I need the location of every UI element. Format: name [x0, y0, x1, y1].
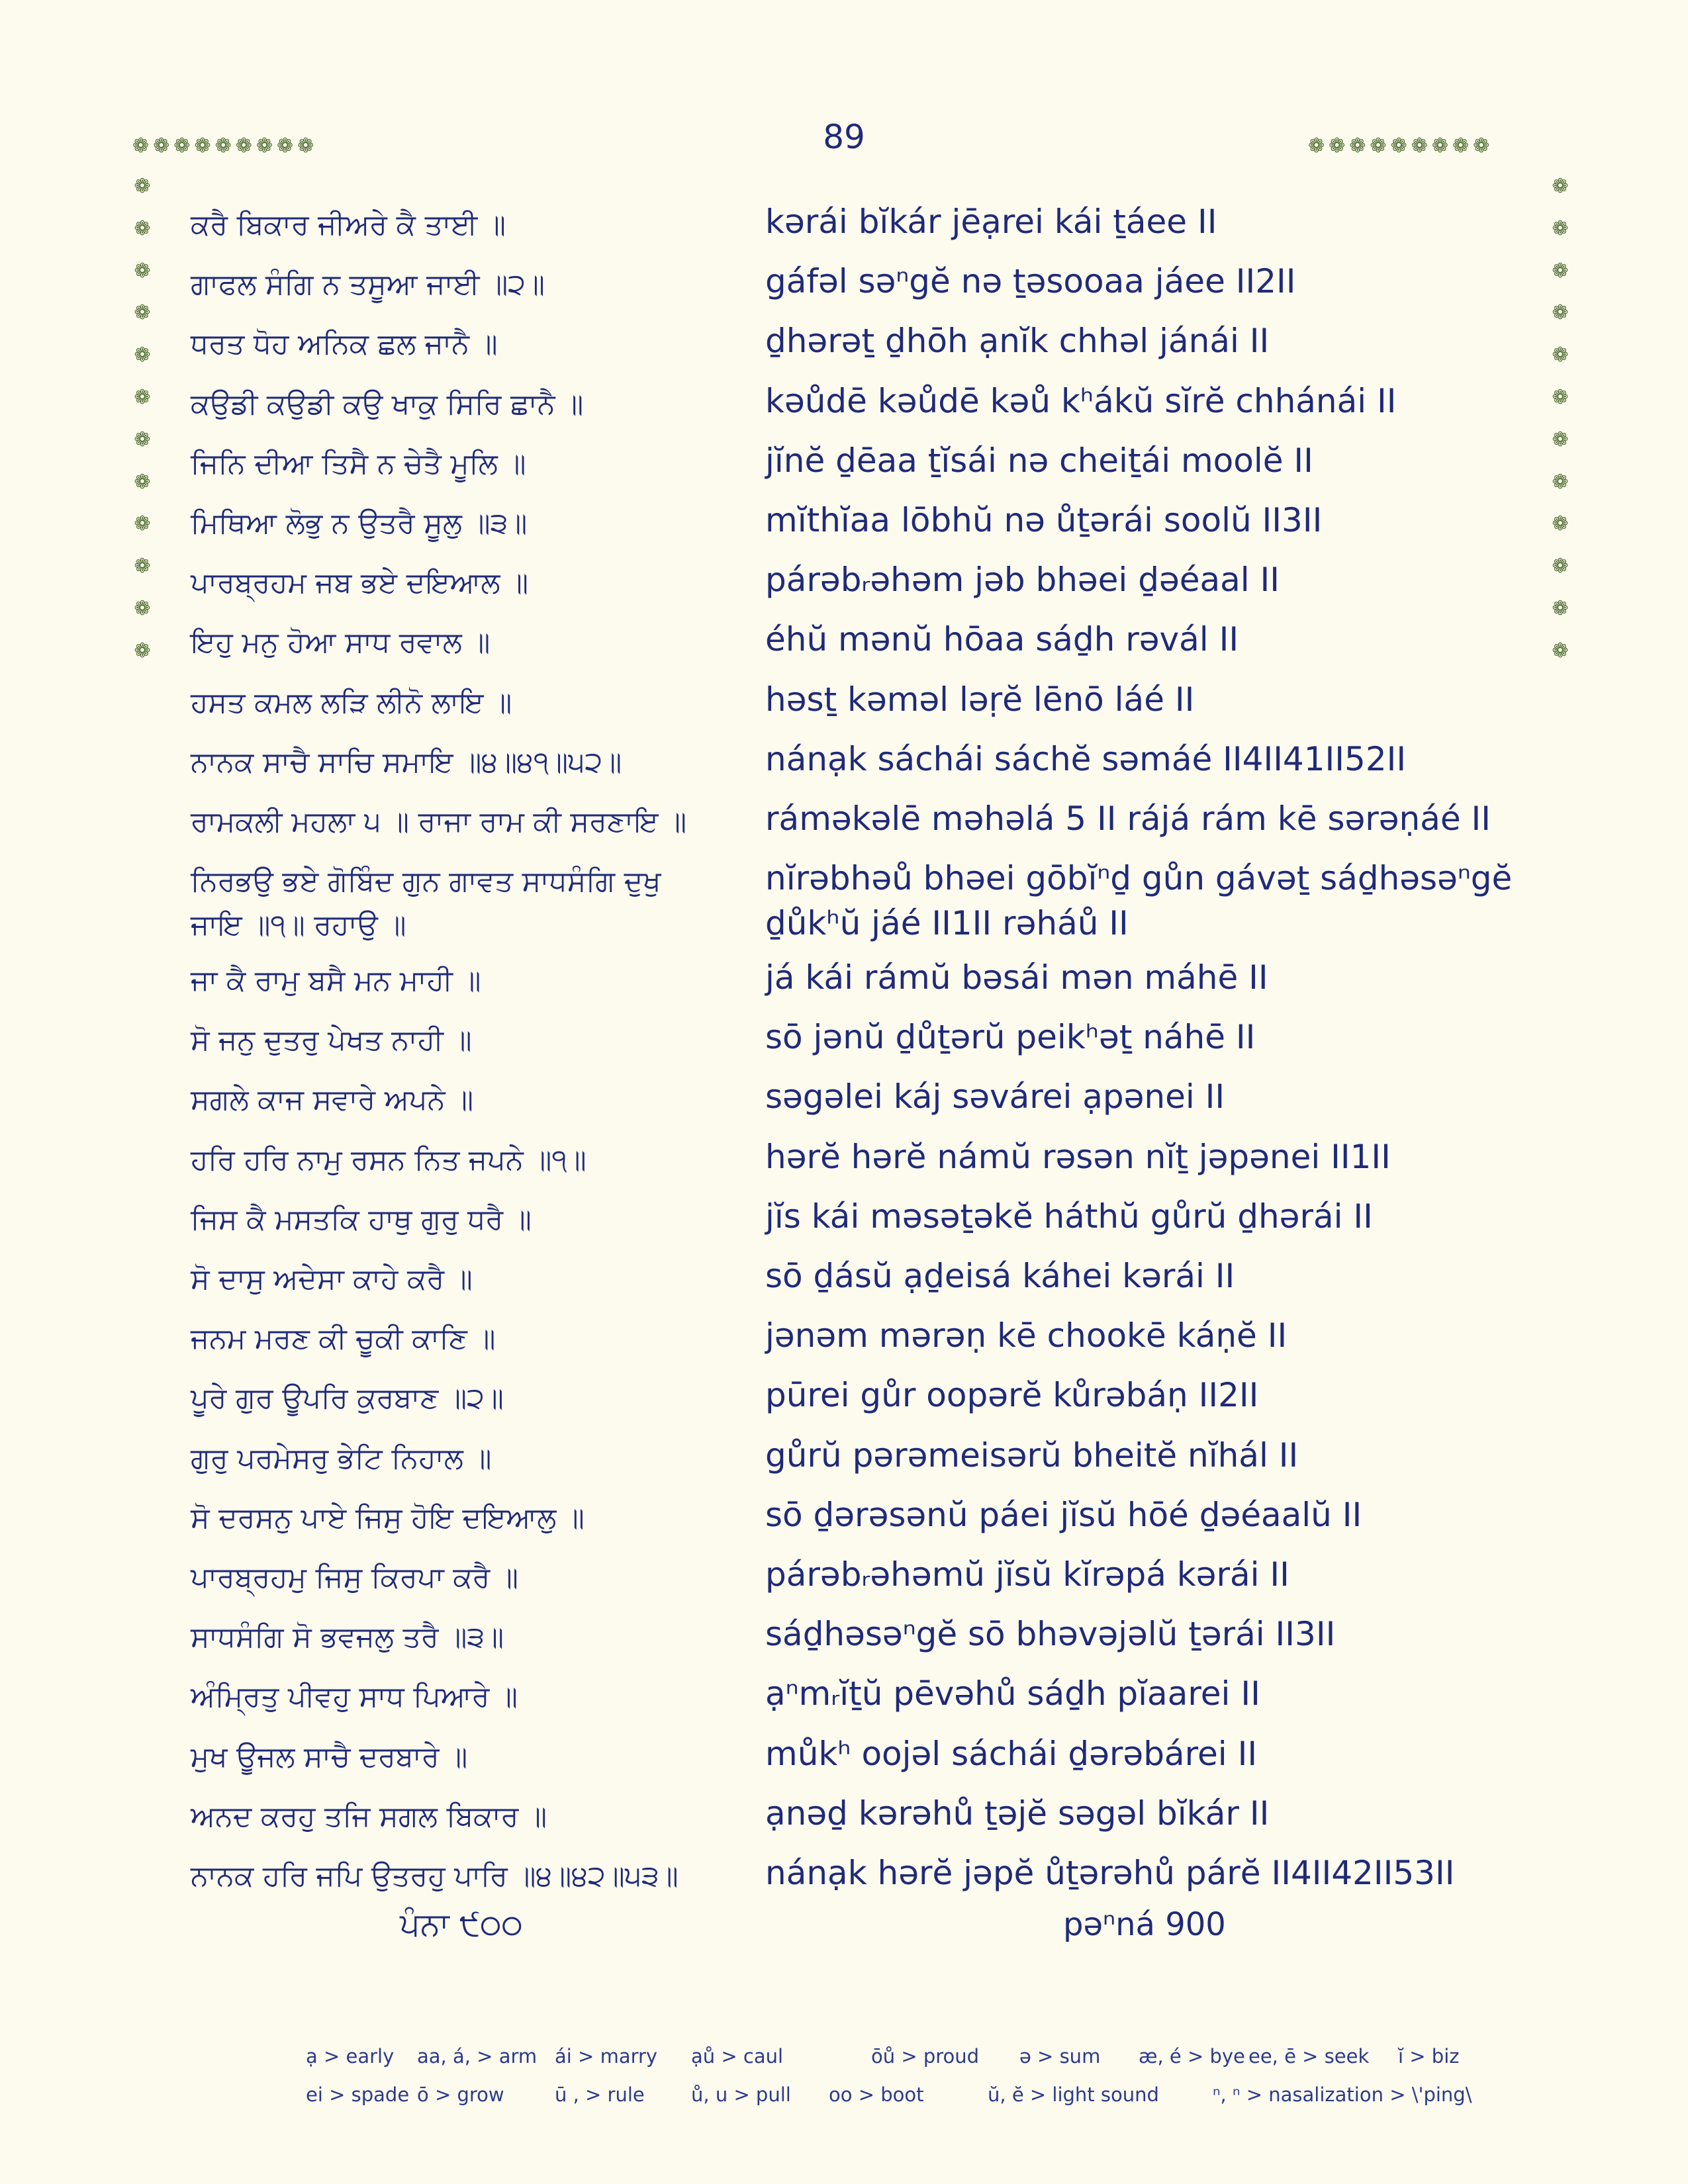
page-label-gurmukhi: ਪੰਨਾ ੯੦੦ — [400, 1906, 523, 1943]
verse-line — [191, 258, 1515, 318]
verse-line — [191, 1850, 1515, 1909]
gurmukhi-text: ਰਾਮਕਲੀ ਮਹਲਾ ੫ ॥ ਰਾਜਾ ਰਾਮ ਕੀ ਸਰਣਾਇ ॥ — [191, 805, 687, 839]
gurmukhi-text: ਜਨਮ ਮਰਣ ਕੀ ਚੂਕੀ ਕਾਣਿ ॥ — [191, 1322, 496, 1356]
transliteration-text: ạnəḏ kərəhů ṯəjĕ səgəl bĭkár II — [765, 1794, 1270, 1833]
flower-ornament-icon: ❁ — [134, 555, 151, 578]
legend-item: ŭ, ĕ > light sound — [988, 2083, 1159, 2106]
flower-ornament-icon: ❁ — [194, 134, 215, 158]
gurmukhi-text: ਹਰਿ ਹਰਿ ਨਾਮੁ ਰਸਨ ਨਿਤ ਜਪਨੇ ॥੧॥ — [191, 1143, 586, 1177]
flower-ornament-icon: ❁ — [173, 134, 195, 158]
verse-line — [191, 1492, 1515, 1551]
flower-ornament-icon: ❁ — [1552, 175, 1569, 198]
verse-line — [191, 1253, 1515, 1312]
verse-line — [191, 437, 1515, 497]
flower-ornament-icon: ❁ — [1411, 134, 1432, 158]
verse-line — [191, 736, 1515, 796]
verse-line — [191, 1611, 1515, 1670]
gurmukhi-text: ਅਨਦ ਕਰਹੁ ਤਜਿ ਸਗਲ ਬਿਕਾਰ ॥ — [191, 1799, 547, 1833]
verse-line — [191, 1731, 1515, 1790]
flower-ornament-icon: ❁ — [1552, 301, 1569, 325]
gurmukhi-text-continued: ਜਾਇ ॥੧॥ ਰਹਾਉ ॥ — [191, 909, 406, 942]
flower-ornament-icon: ❁ — [1552, 596, 1569, 620]
transliteration-text: nánạk sáchái sáchĕ səmáé II4II41II52II — [765, 739, 1407, 778]
transliteration-text: sō ḏərəsənŭ páei jĭsŭ hōé ḏəéaalŭ II — [765, 1495, 1362, 1534]
gurmukhi-text: ਸੋ ਦਾਸੁ ਅਦੇਸਾ ਕਾਹੇ ਕਰੈ ॥ — [191, 1263, 473, 1296]
flower-ornament-icon: ❁ — [153, 134, 174, 158]
flower-ornament-icon: ❁ — [134, 385, 151, 409]
verse-line — [191, 1432, 1515, 1492]
flower-ornament-icon: ❁ — [256, 134, 277, 158]
legend-item: aa, á, > arm — [417, 2045, 538, 2068]
flower-ornament-icon: ❁ — [1552, 639, 1569, 662]
transliteration-text: párəbᵣəhəm jəb bhəei ḏəéaal II — [765, 561, 1280, 600]
verse-line — [191, 1073, 1515, 1133]
verse-line — [191, 1134, 1515, 1193]
flower-ornament-icon: ❁ — [214, 134, 236, 158]
transliteration-text: sō jənŭ ḏůṯərŭ peikʰəṯ náhē II — [765, 1018, 1256, 1057]
flower-ornament-icon: ❁ — [1308, 134, 1329, 158]
gurmukhi-text: ਸੋ ਦਰਸਨੁ ਪਾਏ ਜਿਸੁ ਹੋਇ ਦਇਆਲੁ ॥ — [191, 1501, 585, 1535]
verse-line — [191, 855, 1515, 954]
gurmukhi-text: ਮੁਖ ਊਜਲ ਸਾਚੈ ਦਰਬਾਰੇ ॥ — [191, 1740, 468, 1774]
flower-ornament-icon: ❁ — [134, 512, 151, 536]
gurmukhi-text: ਪਾਰਬ੍ਰਹਮੁ ਜਿਸੁ ਕਿਰਪਾ ਕਰੈ ॥ — [191, 1561, 518, 1594]
flower-ornament-icon: ❁ — [132, 134, 154, 158]
gurmukhi-text: ਨਿਰਭਉ ਭਏ ਗੋਬਿੰਦ ਗੁਨ ਗਾਵਤ ਸਾਧਸੰਗਿ ਦੁਖੁ — [191, 865, 661, 899]
flower-ornament-icon: ❁ — [134, 343, 151, 367]
flower-ornament-icon: ❁ — [1431, 134, 1452, 158]
flower-ornament-icon: ❁ — [134, 175, 151, 198]
flower-ornament-icon: ❁ — [1473, 134, 1494, 158]
flower-ornament-icon: ❁ — [134, 428, 151, 451]
flower-ornament-icon: ❁ — [1552, 512, 1569, 536]
transliteration-text: já kái rámŭ bəsái mən máhē II — [765, 958, 1268, 997]
verse-line — [191, 616, 1515, 676]
verse-line — [191, 1670, 1515, 1730]
gurmukhi-text: ਧਰਤ ਧੋਹ ਅਨਿਕ ਛਲ ਜਾਨੈ ॥ — [191, 328, 498, 361]
ornament-right-column — [1550, 165, 1570, 672]
flower-ornament-icon: ❁ — [1552, 470, 1569, 494]
verse-line — [191, 497, 1515, 557]
verse-line — [191, 378, 1515, 437]
ornament-top-right — [1308, 136, 1493, 156]
legend-item: æ, é > bye — [1139, 2045, 1245, 2068]
transliteration-text: jənəm mərəṇ kē chookē káṇĕ II — [765, 1316, 1288, 1355]
flower-ornament-icon: ❁ — [1390, 134, 1411, 158]
flower-ornament-icon: ❁ — [1552, 216, 1569, 240]
legend-item: ū , > rule — [555, 2083, 645, 2106]
verse-line — [191, 1551, 1515, 1611]
flower-ornament-icon: ❁ — [1370, 134, 1391, 158]
flower-ornament-icon: ❁ — [134, 259, 151, 283]
transliteration-text: kəůdē kəůdē kəů kʰákŭ sĭrĕ chhánái II — [765, 381, 1397, 420]
verse-line — [191, 557, 1515, 616]
legend-item: ō > grow — [417, 2083, 504, 2106]
transliteration-text: éhŭ mənŭ hōaa sáḏh rəvál II — [765, 620, 1239, 659]
gurmukhi-text: ਨਾਨਕ ਸਾਚੈ ਸਾਚਿ ਸਮਾਇ ॥੪॥੪੧॥੫੨॥ — [191, 745, 622, 779]
flower-ornament-icon: ❁ — [235, 134, 256, 158]
flower-ornament-icon: ❁ — [134, 301, 151, 325]
legend-item: ə > sum — [1019, 2045, 1101, 2068]
page-number: 89 — [823, 118, 865, 156]
flower-ornament-icon: ❁ — [134, 216, 151, 240]
verse-line — [191, 796, 1515, 855]
verse-lines — [191, 199, 1515, 1909]
gurmukhi-text: ਜਿਸ ਕੈ ਮਸਤਕਿ ਹਾਥੁ ਗੁਰੁ ਧਰੈ ॥ — [191, 1203, 532, 1236]
gurmukhi-text: ਸਗਲੇ ਕਾਜ ਸਵਾਰੇ ਅਪਨੇ ॥ — [191, 1083, 474, 1117]
flower-ornament-icon: ❁ — [297, 134, 318, 158]
gurmukhi-text: ਸਾਧਸੰਗਿ ਸੋ ਭਵਜਲੁ ਤਰੈ ॥੩॥ — [191, 1621, 504, 1655]
gurmukhi-text: ਕਉਡੀ ਕਉਡੀ ਕਉ ਖਾਕੁ ਸਿਰਿ ਛਾਨੈ ॥ — [191, 387, 584, 421]
legend-item: ⁿ, ⁿ > nasalization > \'ping\ — [1213, 2083, 1472, 2106]
flower-ornament-icon: ❁ — [1329, 134, 1350, 158]
legend-item: ạ > early — [306, 2045, 395, 2068]
gurmukhi-text: ਹਸਤ ਕਮਲ ਲੜਿ ਲੀਨੋ ਲਾਇ ॥ — [191, 686, 512, 719]
flower-ornament-icon: ❁ — [134, 639, 151, 662]
transliteration-text-continued: ḏůkʰŭ jáé II1II rəháů II — [765, 904, 1129, 943]
legend-item: ee, ē > seek — [1248, 2045, 1370, 2068]
transliteration-text: kərái bĭkár jēạrei kái ṯáee II — [765, 203, 1217, 241]
transliteration-text: hərĕ hərĕ námŭ rəsən nĭṯ jəpənei II1II — [765, 1137, 1391, 1176]
verse-line — [191, 954, 1515, 1014]
transliteration-text: nĭrəbhəů bhəei gōbĭⁿḏ gůn gávəṯ sáḏhəsəⁿgĕ — [765, 859, 1513, 898]
flower-ornament-icon: ❁ — [276, 134, 298, 158]
gurmukhi-text: ਇਹੁ ਮਨੁ ਹੋਆ ਸਾਧ ਰਵਾਲ ॥ — [191, 626, 491, 660]
flower-ornament-icon: ❁ — [134, 470, 151, 494]
flower-ornament-icon: ❁ — [1552, 385, 1569, 409]
transliteration-text: ráməkəlē məhəlá 5 II rájá rám kē sərəṇáé II — [765, 799, 1491, 838]
verse-line — [191, 199, 1515, 258]
verse-line — [191, 1372, 1515, 1432]
gurmukhi-text: ਨਾਨਕ ਹਰਿ ਜਪਿ ਉਤਰਹੁ ਪਾਰਿ ॥੪॥੪੨॥੫੩॥ — [191, 1859, 679, 1893]
verse-line — [191, 1193, 1515, 1253]
gurmukhi-text: ਅੰਮ੍ਰਿਤੁ ਪੀਵਹੁ ਸਾਧ ਪਿਆਰੇ ॥ — [191, 1680, 518, 1714]
transliteration-text: ḏhərəṯ ḏhōh ạnĭk chhəl jánái II — [765, 322, 1270, 361]
legend-item: ōů > proud — [871, 2045, 980, 2068]
transliteration-text: mĭthĭaa lōbhŭ nə ůṯərái soolŭ II3II — [765, 500, 1323, 539]
legend-item: oo > boot — [829, 2083, 924, 2106]
legend-item: ĭ > biz — [1398, 2045, 1460, 2068]
transliteration-text: párəbᵣəhəmŭ jĭsŭ kĭrəpá kərái II — [765, 1555, 1289, 1594]
gurmukhi-text: ਜਾ ਕੈ ਰਾਮੁ ਬਸੈ ਮਨ ਮਾਹੀ ॥ — [191, 964, 481, 998]
flower-ornament-icon: ❁ — [134, 596, 151, 620]
gurmukhi-text: ਜਿਨਿ ਦੀਆ ਤਿਸੈ ਨ ਚੇਤੈ ਮੂਲਿ ॥ — [191, 447, 526, 480]
gurmukhi-text: ਕਰੈ ਬਿਕਾਰ ਜੀਅਰੇ ਕੈ ਤਾਈ ॥ — [191, 208, 506, 242]
gurmukhi-text: ਪੂਰੇ ਗੁਰ ਊਪਰਿ ਕੁਰਬਾਣ ॥੨॥ — [191, 1382, 504, 1416]
transliteration-text: nánạk hərĕ jəpĕ ůṯərəhů párĕ II4II42II53II — [765, 1853, 1455, 1892]
ornament-top-left — [132, 136, 318, 156]
transliteration-text: səgəlei káj səvárei ạpənei II — [765, 1077, 1225, 1116]
gurmukhi-text: ਗਾਫਲ ਸੰਗਿ ਨ ਤਸੂਆ ਜਾਈ ॥੨॥ — [191, 268, 545, 302]
legend-item: ái > marry — [555, 2045, 658, 2068]
verse-line — [191, 1790, 1515, 1850]
legend-item: ạů > caul — [691, 2045, 784, 2068]
flower-ornament-icon: ❁ — [1452, 134, 1474, 158]
transliteration-text: ạⁿmᵣĭṯŭ pēvəhů sáḏh pĭaarei II — [765, 1674, 1260, 1713]
verse-line — [191, 1014, 1515, 1073]
gurmukhi-text: ਗੁਰੁ ਪਰਮੇਸਰੁ ਭੇਟਿ ਨਿਹਾਲ ॥ — [191, 1441, 492, 1475]
verse-line — [191, 318, 1515, 377]
transliteration-text: pūrei gůr oopərĕ kůrəbáṇ II2II — [765, 1376, 1259, 1415]
transliteration-text: gůrŭ pərəmeisərŭ bheitĕ nĭhál II — [765, 1435, 1299, 1475]
ornament-left-column — [132, 165, 152, 672]
transliteration-text: jĭnĕ ḏēaa ṯĭsái nə cheiṯái moolĕ II — [765, 441, 1313, 480]
transliteration-text: můkʰ oojəl sáchái ḏərəbárei II — [765, 1734, 1258, 1773]
gurmukhi-text: ਪਾਰਬ੍ਰਹਮ ਜਬ ਭਏ ਦਇਆਲ ॥ — [191, 567, 529, 600]
transliteration-text: sáḏhəsəⁿgĕ sō bhəvəjəlŭ ṯərái II3II — [765, 1615, 1336, 1654]
gurmukhi-text: ਸੋ ਜਨੁ ਦੁਤਰੁ ਪੇਖਤ ਨਾਹੀ ॥ — [191, 1024, 472, 1058]
legend-item: ei > spade — [306, 2083, 410, 2106]
flower-ornament-icon: ❁ — [1552, 259, 1569, 283]
flower-ornament-icon: ❁ — [1349, 134, 1370, 158]
flower-ornament-icon: ❁ — [1552, 428, 1569, 451]
flower-ornament-icon: ❁ — [1552, 343, 1569, 367]
transliteration-text: sō ḏásŭ ạḏeisá káhei kərái II — [765, 1257, 1235, 1295]
gurmukhi-text: ਮਿਥਿਆ ਲੋਭੁ ਨ ਉਤਰੈ ਸੂਲੁ ॥੩॥ — [191, 506, 528, 540]
verse-line — [191, 676, 1515, 736]
legend-item: ů, u > pull — [691, 2083, 791, 2106]
transliteration-text: jĭs kái məsəṯəkĕ háthŭ gůrŭ ḏhərái II — [765, 1197, 1373, 1236]
page-label-translit: pəⁿná 900 — [1063, 1906, 1226, 1943]
transliteration-text: gáfəl səⁿgĕ nə ṯəsooaa jáee II2II — [765, 262, 1296, 301]
verse-line — [191, 1312, 1515, 1372]
transliteration-text: həsṯ kəməl ləṛĕ lēnō láé II — [765, 680, 1195, 719]
flower-ornament-icon: ❁ — [1552, 555, 1569, 578]
